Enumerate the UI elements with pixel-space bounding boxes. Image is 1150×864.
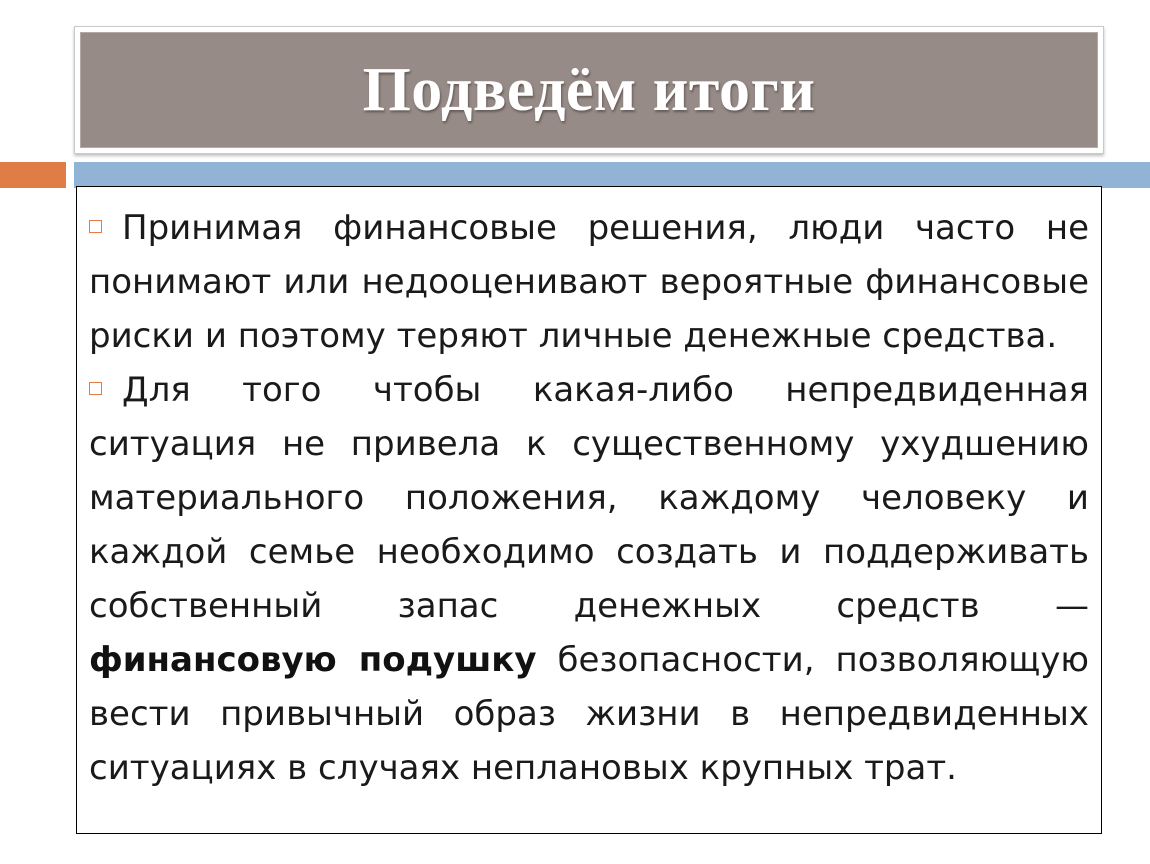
- accent-bar-blue: [74, 162, 1150, 188]
- bullet-text-2-before: Для того чтобы какая-либо непредвиденная ситуация не привела к существенному ухудшению материального положения, каждому человеку и каждой семье необходимо создать и поддерживать собственный запас денежных средств —: [89, 370, 1089, 626]
- square-bullet-icon: [89, 220, 102, 233]
- square-bullet-icon: [89, 382, 102, 395]
- bullet-text-2-bold: финансовую подушку: [89, 640, 537, 680]
- slide-title: Подведём итоги: [362, 55, 816, 124]
- title-frame: [74, 26, 1104, 154]
- content-box: [76, 186, 1102, 834]
- bullet-item-1: [89, 201, 1089, 363]
- accent-bar-orange: [0, 162, 66, 188]
- bullet-item-2: [89, 363, 1089, 795]
- title-box: [80, 32, 1098, 148]
- bullet-text-2-after: безопасности, позволяющую вести привычный образ жизни в непредвиденных ситуациях в случаях неплановых крупных трат.: [89, 640, 1089, 788]
- bullet-text-1: Принимая финансовые решения, люди часто не понимают или недооценивают вероятные финансовые риски и поэтому теряют личные денежные средства.: [89, 208, 1089, 356]
